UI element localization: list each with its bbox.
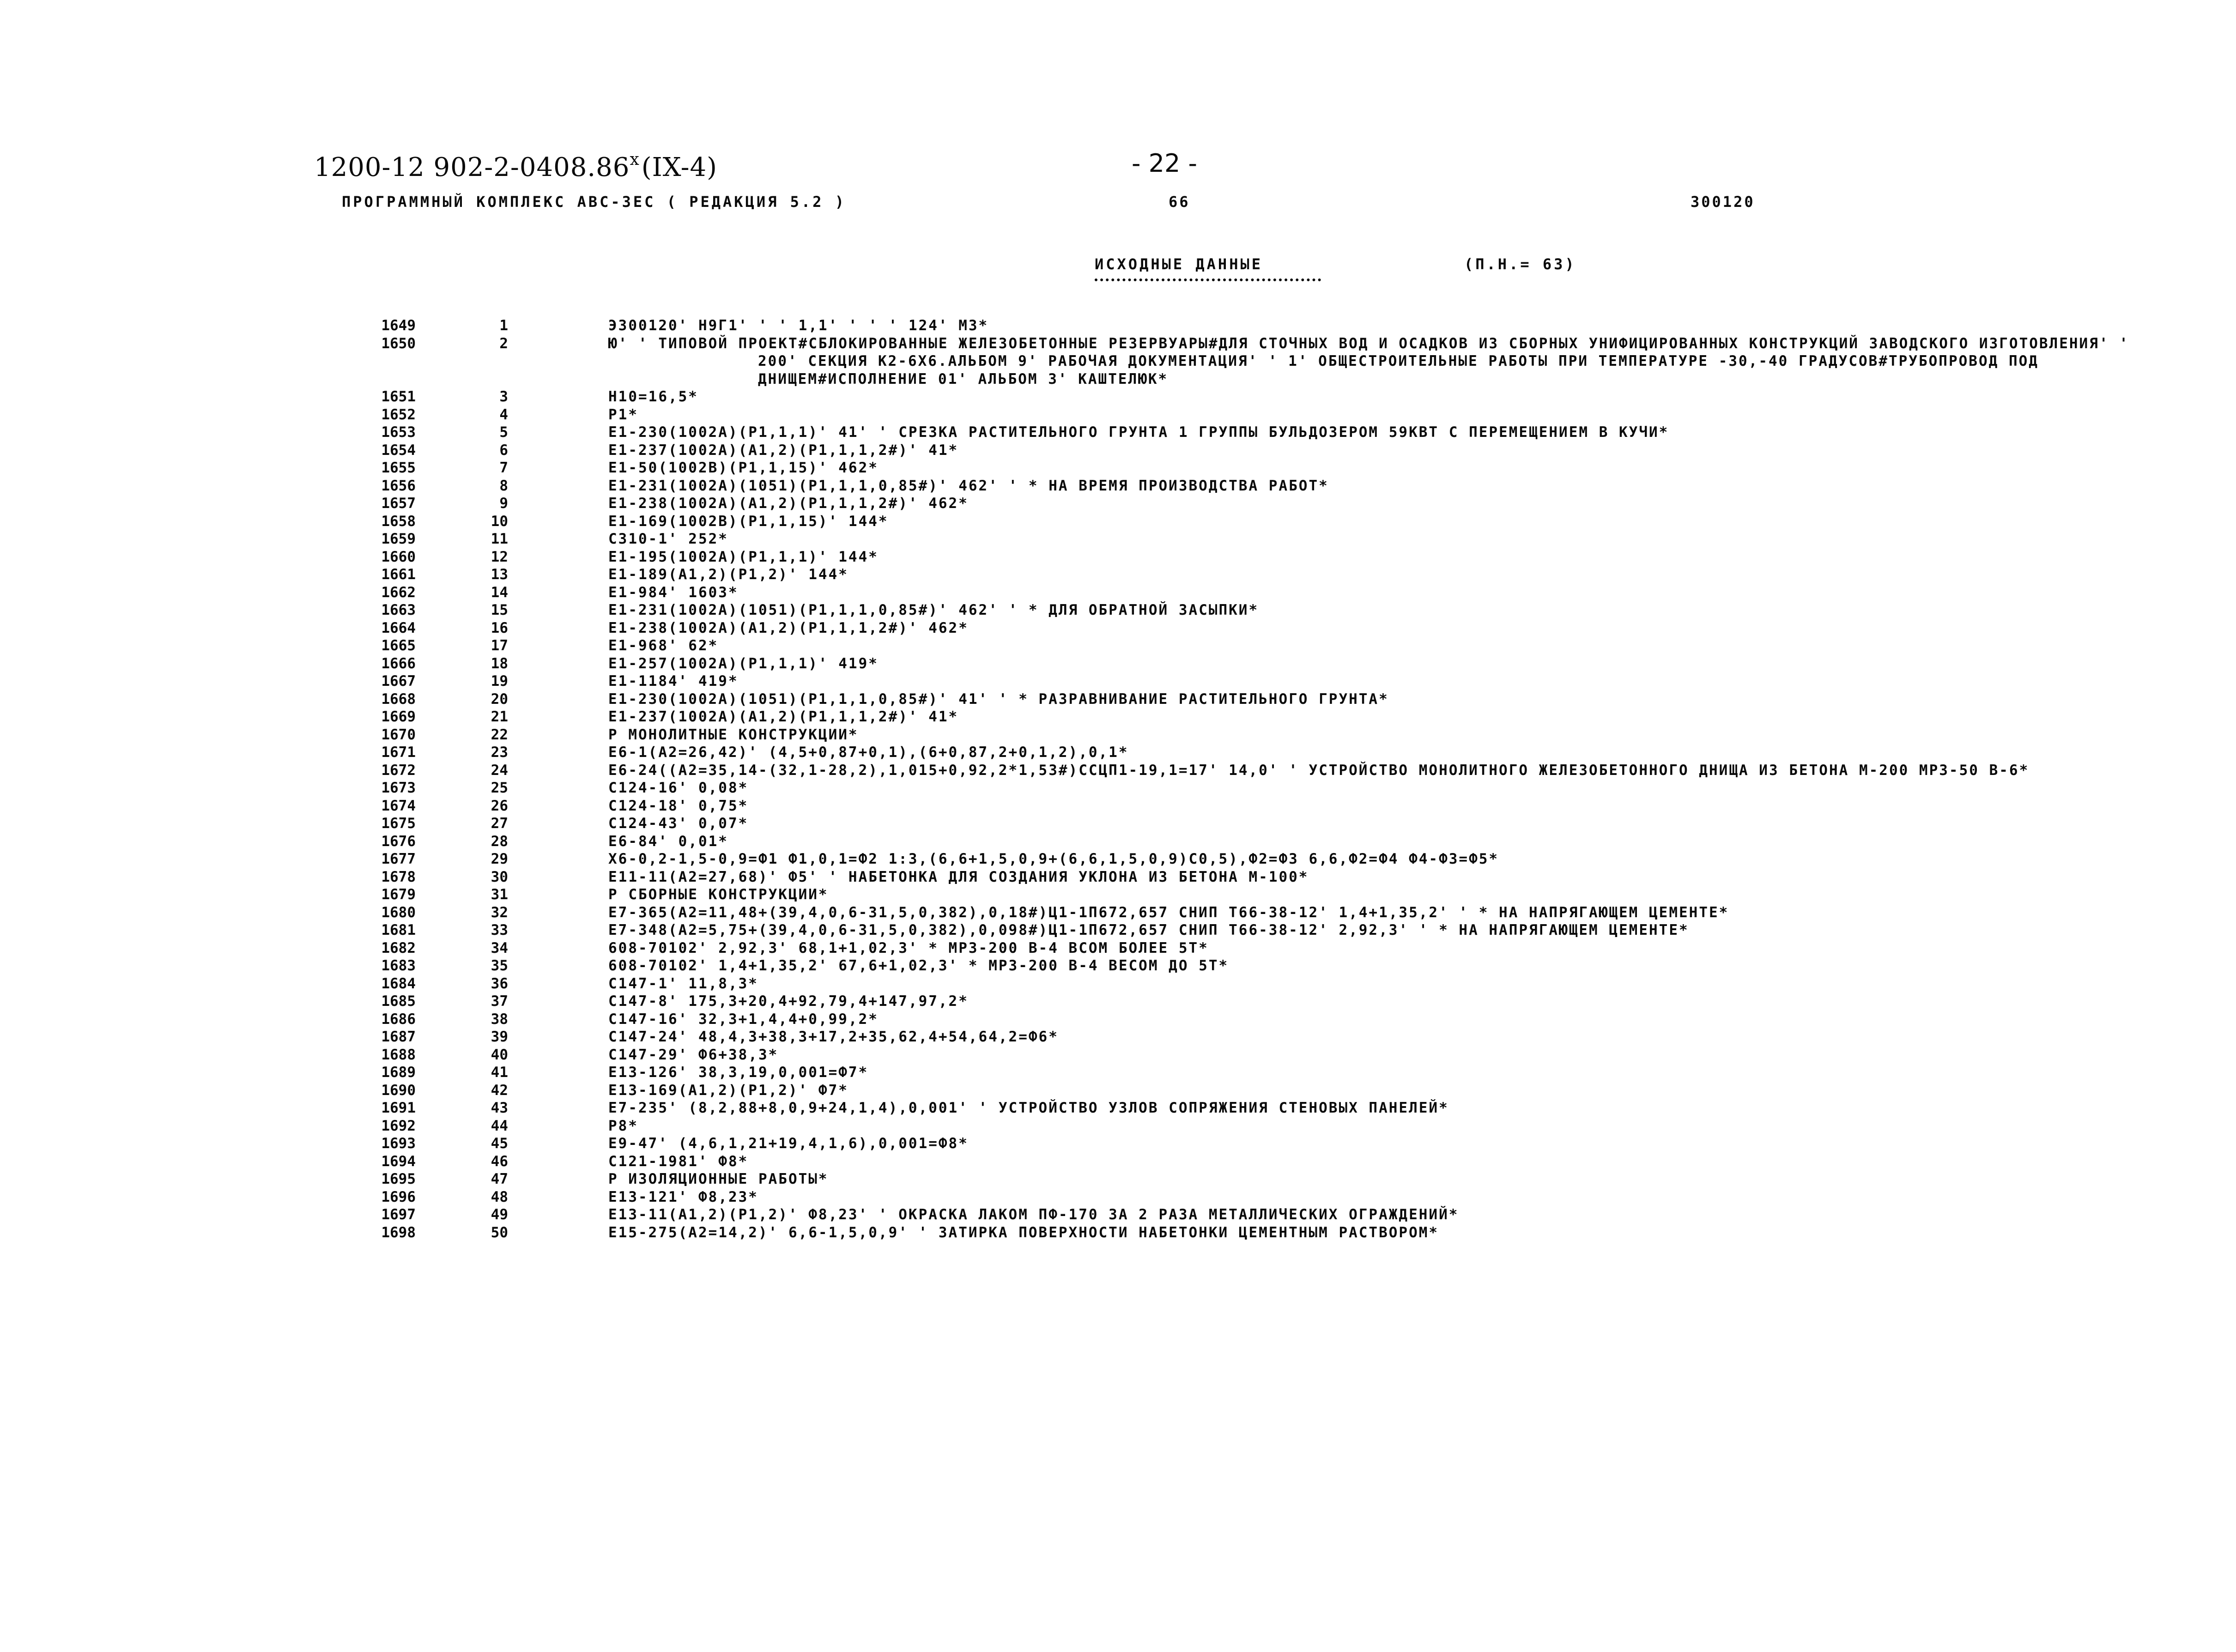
record-number: 1686 (381, 1011, 416, 1028)
table-row (0, 1099, 2236, 1117)
record-number: 1671 (381, 744, 416, 761)
record-text: С124-43' 0,07* (608, 815, 749, 832)
record-text: 608-70102' 2,92,3' 68,1+1,02,3' * МРЗ-200 В-4 ВСОМ БОЛЕЕ 5Т* (608, 939, 1209, 956)
record-text: С147-8' 175,3+20,4+92,79,4+147,97,2* (608, 993, 969, 1010)
table-row (0, 815, 2236, 833)
sequence-number: 47 (491, 1171, 508, 1187)
document-stamp (314, 150, 717, 182)
sequence-number: 25 (491, 780, 508, 796)
record-text: Е1-984' 1603* (608, 584, 739, 601)
table-row (0, 1153, 2236, 1171)
record-text: Е13-11(А1,2)(Р1,2)' Ф8,23' ' ОКРАСКА ЛАКОМ ПФ-170 ЗА 2 РАЗА МЕТАЛЛИЧЕСКИХ ОГРАЖДЕНИЙ* (608, 1206, 1459, 1223)
sequence-number: 31 (491, 886, 508, 903)
record-number: 1690 (381, 1082, 416, 1099)
sequence-number: 48 (491, 1188, 508, 1205)
record-number: 1667 (381, 673, 416, 690)
table-row (0, 406, 2236, 424)
sequence-number: 28 (491, 833, 508, 850)
sequence-number: 7 (499, 460, 508, 476)
sequence-number: 26 (491, 797, 508, 814)
sequence-number: 9 (499, 495, 508, 512)
table-row (0, 850, 2236, 868)
record-number: 1662 (381, 584, 416, 601)
sequence-number: 22 (491, 726, 508, 743)
record-number: 1676 (381, 833, 416, 850)
table-row (0, 548, 2236, 566)
table-row (0, 708, 2236, 726)
record-text: 608-70102' 1,4+1,35,2' 67,6+1,02,3' * МРЗ-200 В-4 ВЕСОМ ДО 5Т* (608, 957, 1229, 974)
table-row (0, 797, 2236, 815)
stamp-doc-number: 1200-12 902-2-0408.86 (314, 152, 630, 182)
project-code: 300120 (1691, 193, 1755, 211)
table-row (0, 762, 2236, 780)
table-row (0, 1082, 2236, 1100)
record-text: Е13-126' 38,3,19,0,001=Ф7* (608, 1064, 869, 1081)
table-row (0, 779, 2236, 797)
record-text: Е1-231(1002А)(1051)(Р1,1,1,0,85#)' 462' ' * НА ВРЕМЯ ПРОИЗВОДСТВА РАБОТ* (608, 477, 1329, 494)
record-text: Е6-24((А2=35,14-(32,1-28,2),1,015+0,92,2*1,53#)ССЦП1-19,1=17' 14,0' ' УСТРОЙСТВО МОНОЛИТНОГО ЖЕЛЕЗОБЕТОННОГО ДНИЩА ИЗ БЕТОНА М-200 МРЗ-50 В-6* (608, 762, 2030, 779)
sequence-number: 39 (491, 1029, 508, 1045)
program-name: ПРОГРАММНЫЙ КОМПЛЕКС АВС-3ЕС ( РЕДАКЦИЯ 5.2 ) (342, 193, 846, 211)
record-number: 1658 (381, 513, 416, 530)
record-number: 1677 (381, 851, 416, 867)
sequence-number: 15 (491, 602, 508, 618)
record-text: Е9-47' (4,6,1,21+19,4,1,6),0,001=Ф8* (608, 1135, 969, 1152)
record-text: Е1-230(1002А)(1051)(Р1,1,1,0,85#)' 41' ' * РАЗРАВНИВАНИЕ РАСТИТЕЛЬНОГО ГРУНТА* (608, 690, 1389, 708)
table-row (0, 744, 2236, 762)
record-number: 1680 (381, 904, 416, 921)
sequence-number: 23 (491, 744, 508, 761)
sequence-number: 50 (491, 1224, 508, 1241)
record-number: 1687 (381, 1029, 416, 1045)
sequence-number: 18 (491, 655, 508, 672)
table-row (0, 335, 2236, 388)
record-text: Е1-50(1002В)(Р1,1,15)' 462* (608, 460, 879, 476)
record-text: Х6-0,2-1,5-0,9=Ф1 Ф1,0,1=Ф2 1:3,(6,6+1,5,0,9+(6,6,1,5,0,9)С0,5),Ф2=Ф3 6,6,Ф2=Ф4 Ф4-Ф3=Ф5* (608, 851, 1499, 867)
table-row (0, 939, 2236, 957)
sequence-number: 1 (499, 317, 508, 334)
sequence-number: 3 (499, 388, 508, 405)
table-row (0, 726, 2236, 744)
record-text: Н10=16,5* (608, 388, 698, 405)
sequence-number: 24 (491, 762, 508, 779)
section-title: ИСХОДНЫЕ ДАННЫЕ (1095, 255, 1263, 273)
sequence-number: 17 (491, 637, 508, 654)
table-row (0, 690, 2236, 708)
record-text: Е1-237(1002А)(А1,2)(Р1,1,1,2#)' 41* (608, 442, 959, 459)
table-row (0, 1206, 2236, 1224)
sequence-number: 5 (499, 424, 508, 441)
table-row (0, 477, 2236, 495)
record-text: С147-29' Ф6+38,3* (608, 1046, 779, 1063)
sequence-number: 27 (491, 815, 508, 832)
table-row (0, 619, 2236, 637)
sequence-number: 10 (491, 513, 508, 530)
record-text: Ю' ' ТИПОВОЙ ПРОЕКТ#СБЛОКИРОВАННЫЕ ЖЕЛЕЗОБЕТОННЫЕ РЕЗЕРВУАРЫ#ДЛЯ СТОЧНЫХ ВОД И ОСАДКОВ ИЗ СБОРНЫХ УНИФИЦИРОВАННЫХ КОНСТРУКЦИЙ ЗАВОДСКОГО ИЗГОТОВЛЕНИЯ' ' 200' СЕКЦИЯ К2-6Х6.АЛЬБОМ 9' РАБОЧАЯ ДОКУМЕНТАЦИЯ' ' 1' ОБЩЕСТРОИТЕЛЬНЫЕ РАБОТЫ ПРИ ТЕМПЕРАТУРЕ -30,-40 ГРАДУСОВ#ТРУБОПРОВОД ПОД ДНИЩЕМ#ИСПОЛНЕНИЕ 01' АЛЬБОМ 3' КАШТЕЛЮК* (608, 335, 2139, 387)
record-number: 1692 (381, 1117, 416, 1134)
sequence-number: 8 (499, 477, 508, 494)
sequence-number: 30 (491, 868, 508, 885)
sequence-number: 49 (491, 1206, 508, 1223)
record-number: 1681 (381, 922, 416, 938)
record-text: Р СБОРНЫЕ КОНСТРУКЦИИ* (608, 886, 829, 903)
sequence-number: 45 (491, 1135, 508, 1152)
sequence-number: 33 (491, 922, 508, 938)
record-text: Е1-189(А1,2)(Р1,2)' 144* (608, 566, 848, 583)
record-number: 1659 (381, 531, 416, 547)
record-text: Е1-257(1002А)(Р1,1,1)' 419* (608, 655, 879, 672)
record-number: 1661 (381, 566, 416, 583)
record-number: 1654 (381, 442, 416, 459)
record-number: 1668 (381, 690, 416, 708)
record-text: Е15-275(А2=14,2)' 6,6-1,5,0,9' ' ЗАТИРКА ПОВЕРХНОСТИ НАБЕТОНКИ ЦЕМЕНТНЫМ РАСТВОРОМ* (608, 1224, 1439, 1241)
table-row (0, 1028, 2236, 1046)
table-row (0, 886, 2236, 904)
record-text: Р ИЗОЛЯЦИОННЫЕ РАБОТЫ* (608, 1171, 829, 1187)
record-number: 1663 (381, 602, 416, 618)
table-row (0, 868, 2236, 886)
table-row (0, 1046, 2236, 1064)
sequence-number: 29 (491, 851, 508, 867)
record-text: Е7-348(А2=5,75+(39,4,0,6-31,5,0,382),0,098#)Ц1-1П672,657 СНИП Т66-38-12' 2,92,3' ' * НА НАПРЯГАЮЩЕМ ЦЕМЕНТЕ* (608, 922, 1689, 938)
record-text: Е11-11(А2=27,68)' Ф5' ' НАБЕТОНКА ДЛЯ СОЗДАНИЯ УКЛОНА ИЗ БЕТОНА М-100* (608, 868, 1309, 885)
record-text: Е1-1184' 419* (608, 673, 739, 690)
sequence-number: 38 (491, 1011, 508, 1028)
sequence-number: 12 (491, 548, 508, 565)
record-number: 1652 (381, 406, 416, 423)
record-number: 1670 (381, 726, 416, 743)
table-row (0, 637, 2236, 655)
title-underline (1095, 278, 1321, 281)
record-number: 1685 (381, 993, 416, 1010)
record-text: Е1-237(1002А)(А1,2)(Р1,1,1,2#)' 41* (608, 708, 959, 725)
record-text: С147-24' 48,4,3+38,3+17,2+35,62,4+54,64,2=Ф6* (608, 1029, 1059, 1045)
record-number: 1675 (381, 815, 416, 832)
table-row (0, 921, 2236, 939)
record-text: Е1-968' 62* (608, 637, 719, 654)
record-number: 1696 (381, 1188, 416, 1205)
sequence-number: 20 (491, 690, 508, 708)
record-text: Р МОНОЛИТНЫЕ КОНСТРУКЦИИ* (608, 726, 859, 743)
sequence-number: 4 (499, 406, 508, 423)
record-number: 1673 (381, 780, 416, 796)
sequence-number: 41 (491, 1064, 508, 1081)
record-text: С147-1' 11,8,3* (608, 975, 758, 992)
sequence-number: 34 (491, 939, 508, 956)
sequence-number: 43 (491, 1100, 508, 1116)
record-number: 1688 (381, 1046, 416, 1063)
record-text: Е1-195(1002А)(Р1,1,1)' 144* (608, 548, 879, 565)
table-row (0, 957, 2236, 975)
sequence-number: 14 (491, 584, 508, 601)
record-number: 1674 (381, 797, 416, 814)
table-row (0, 513, 2236, 531)
record-text: С124-18' 0,75* (608, 797, 749, 814)
table-row (0, 495, 2236, 513)
sheet-number: 66 (1169, 193, 1190, 211)
table-row (0, 1064, 2236, 1082)
record-number: 1693 (381, 1135, 416, 1152)
record-number: 1684 (381, 975, 416, 992)
record-text: Э300120' Н9Г1' ' ' 1,1' ' ' ' 124' М3* (608, 317, 989, 334)
record-text: С310-1' 252* (608, 531, 728, 547)
sequence-number: 46 (491, 1153, 508, 1170)
record-text: Е1-238(1002А)(А1,2)(Р1,1,1,2#)' 462* (608, 619, 969, 636)
table-row (0, 655, 2236, 673)
record-text: Р8* (608, 1117, 638, 1134)
record-number: 1664 (381, 619, 416, 636)
record-number: 1689 (381, 1064, 416, 1081)
record-number: 1666 (381, 655, 416, 672)
table-row (0, 317, 2236, 335)
table-row (0, 388, 2236, 406)
sequence-number: 21 (491, 708, 508, 725)
record-text: Е1-231(1002А)(1051)(Р1,1,1,0,85#)' 462' ' * ДЛЯ ОБРАТНОЙ ЗАСЫПКИ* (608, 602, 1259, 618)
record-text: Е7-235' (8,2,88+8,0,9+24,1,4),0,001' ' УСТРОЙСТВО УЗЛОВ СОПРЯЖЕНИЯ СТЕНОВЫХ ПАНЕЛЕЙ* (608, 1100, 1449, 1116)
table-row (0, 1188, 2236, 1206)
record-text: Е6-1(А2=26,42)' (4,5+0,87+0,1),(6+0,87,2+0,1,2),0,1* (608, 744, 1129, 761)
record-number: 1655 (381, 460, 416, 476)
sequence-number: 13 (491, 566, 508, 583)
record-number: 1691 (381, 1100, 416, 1116)
sequence-number: 6 (499, 442, 508, 459)
table-row (0, 1170, 2236, 1188)
sequence-number: 44 (491, 1117, 508, 1134)
record-number: 1651 (381, 388, 416, 405)
stamp-suffix: (IX-4) (641, 152, 717, 182)
param-info: (П.Н.= 63) (1464, 255, 1576, 273)
sequence-number: 35 (491, 957, 508, 974)
table-row (0, 1224, 2236, 1242)
sequence-number: 37 (491, 993, 508, 1010)
record-text: Е1-238(1002А)(А1,2)(Р1,1,1,2#)' 462* (608, 495, 969, 512)
sequence-number: 19 (491, 673, 508, 690)
sequence-number: 32 (491, 904, 508, 921)
record-number: 1669 (381, 708, 416, 725)
record-number: 1649 (381, 317, 416, 334)
stamp-superscript: x (630, 150, 640, 169)
table-row (0, 459, 2236, 477)
table-row (0, 424, 2236, 442)
record-number: 1656 (381, 477, 416, 494)
record-number: 1650 (381, 335, 416, 352)
record-text: Е7-365(А2=11,48+(39,4,0,6-31,5,0,382),0,18#)Ц1-1П672,657 СНИП Т66-38-12' 1,4+1,35,2' ' * НА НАПРЯГАЮЩЕМ ЦЕМЕНТЕ* (608, 904, 1729, 921)
data-rows (0, 317, 2236, 1241)
record-number: 1694 (381, 1153, 416, 1170)
record-number: 1683 (381, 957, 416, 974)
record-text: Р1* (608, 406, 638, 423)
table-row (0, 530, 2236, 548)
record-text: С124-16' 0,08* (608, 780, 749, 796)
table-row (0, 442, 2236, 460)
record-number: 1678 (381, 868, 416, 885)
table-row (0, 566, 2236, 584)
record-number: 1672 (381, 762, 416, 779)
record-text: Е6-84' 0,01* (608, 833, 728, 850)
table-row (0, 833, 2236, 851)
record-number: 1682 (381, 939, 416, 956)
table-row (0, 992, 2236, 1011)
record-number: 1698 (381, 1224, 416, 1241)
record-number: 1665 (381, 637, 416, 654)
sequence-number: 11 (491, 531, 508, 547)
record-text: Е1-230(1002А)(Р1,1,1)' 41' ' СРЕЗКА РАСТИТЕЛЬНОГО ГРУНТА 1 ГРУППЫ БУЛЬДОЗЕРОМ 59КВТ С ПЕРЕМЕЩЕНИЕМ В КУЧИ* (608, 424, 1669, 441)
record-number: 1657 (381, 495, 416, 512)
sequence-number: 2 (499, 335, 508, 352)
record-number: 1679 (381, 886, 416, 903)
record-text: Е13-121' Ф8,23* (608, 1188, 758, 1205)
record-text: С121-1981' Ф8* (608, 1153, 749, 1170)
table-row (0, 1135, 2236, 1153)
record-number: 1697 (381, 1206, 416, 1223)
page-number: - 22 - (1132, 149, 1198, 178)
table-row (0, 672, 2236, 690)
record-number: 1660 (381, 548, 416, 565)
record-number: 1695 (381, 1171, 416, 1187)
table-row (0, 1011, 2236, 1029)
sequence-number: 40 (491, 1046, 508, 1063)
sequence-number: 42 (491, 1082, 508, 1099)
sequence-number: 16 (491, 619, 508, 636)
table-row (0, 584, 2236, 602)
table-row (0, 975, 2236, 993)
record-text: Е13-169(А1,2)(Р1,2)' Ф7* (608, 1082, 848, 1099)
record-text: С147-16' 32,3+1,4,4+0,99,2* (608, 1011, 879, 1028)
record-text: Е1-169(1002В)(Р1,1,15)' 144* (608, 513, 889, 530)
table-row (0, 601, 2236, 619)
sequence-number: 36 (491, 975, 508, 992)
table-row (0, 1117, 2236, 1135)
table-row (0, 904, 2236, 922)
record-number: 1653 (381, 424, 416, 441)
